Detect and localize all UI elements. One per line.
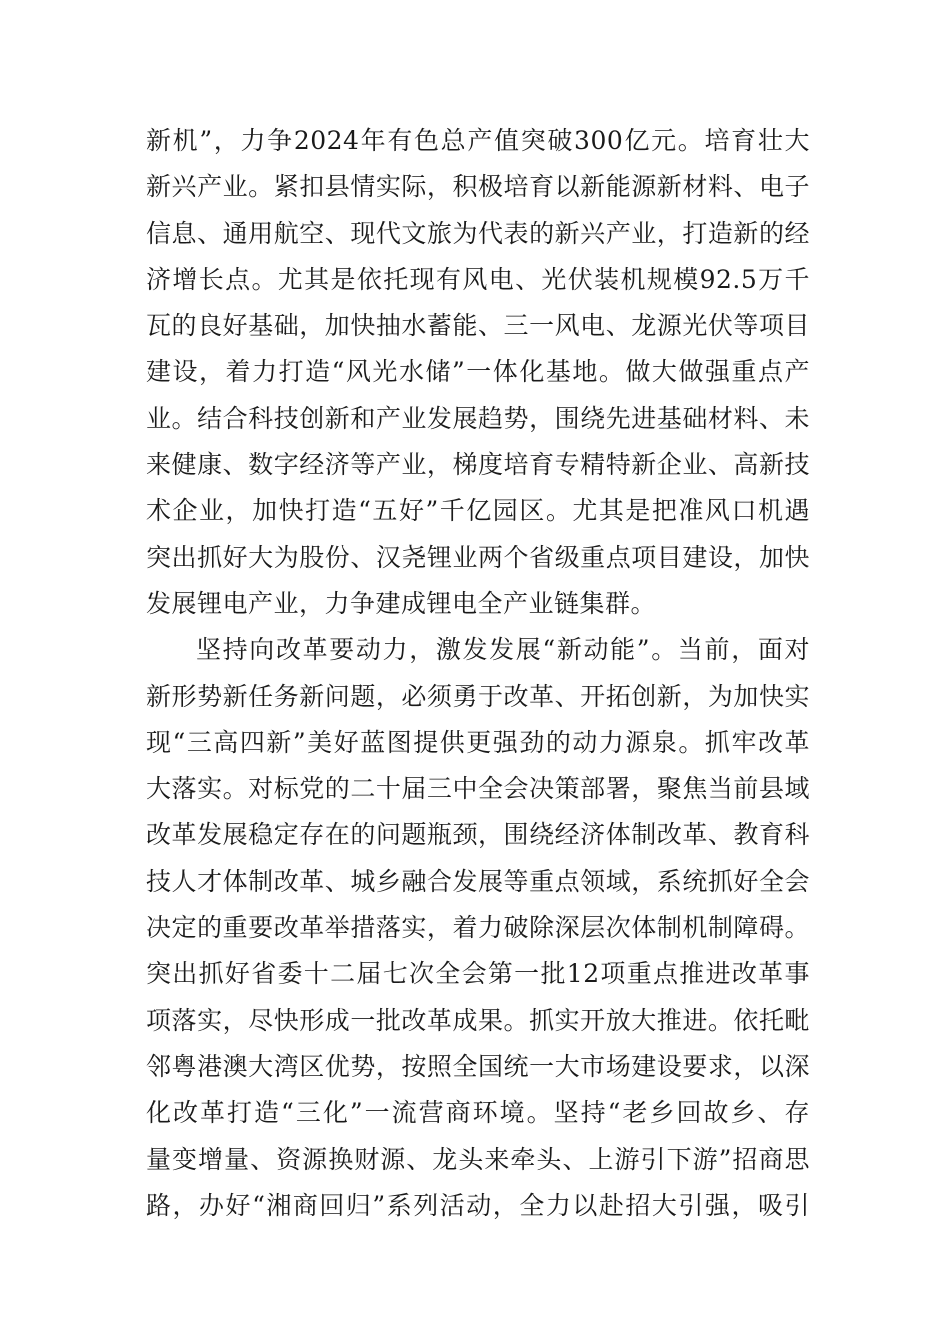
text-line: 建设，着力打造“风光水储”一体化基地。做大做强重点产 [146, 357, 810, 387]
text-line: 化改革打造“三化”一流营商环境。坚持“老乡回故乡、存 [146, 1098, 810, 1128]
text-line: 信息、通用航空、现代文旅为代表的新兴产业，打造新的经 [146, 218, 810, 248]
text-line: 邻粤港澳大湾区优势，按照全国统一大市场建设要求，以深 [146, 1051, 810, 1081]
body-text [146, 118, 810, 1229]
text-line: 发展锂电产业，力争建成锂电全产业链集群。 [146, 588, 657, 618]
paragraph-1 [146, 118, 810, 627]
text-line: 现“三高四新”美好蓝图提供更强劲的动力源泉。抓牢改革 [146, 727, 810, 757]
text-line: 路，办好“湘商回归”系列活动，全力以赴招大引强，吸引 [146, 1190, 810, 1220]
text-line: 术企业，加快打造“五好”千亿园区。尤其是把准风口机遇 [146, 496, 810, 526]
text-line: 来健康、数字经济等产业，梯度培育专精特新企业、高新技 [146, 450, 810, 480]
paragraph-2 [146, 627, 810, 1229]
text-line: 改革发展稳定存在的问题瓶颈，围绕经济体制改革、教育科 [146, 820, 810, 850]
text-line: 瓦的良好基础，加快抽水蓄能、三一风电、龙源光伏等项目 [146, 311, 810, 341]
text-line: 新兴产业。紧扣县情实际，积极培育以新能源新材料、电子 [146, 172, 810, 202]
text-line: 技人才体制改革、城乡融合发展等重点领域，系统抓好全会 [146, 866, 810, 896]
text-line: 大落实。对标党的二十届三中全会决策部署，聚焦当前县域 [146, 774, 810, 804]
text-line: 业。结合科技创新和产业发展趋势，围绕先进基础材料、未 [146, 403, 810, 433]
text-line-indented: 坚持向改革要动力，激发发展“新动能”。当前，面对 [196, 635, 810, 665]
text-line: 决定的重要改革举措落实，着力破除深层次体制机制障碍。 [146, 913, 810, 943]
text-line: 突出抓好大为股份、汉尧锂业两个省级重点项目建设，加快 [146, 542, 810, 572]
text-line: 突出抓好省委十二届七次全会第一批12项重点推进改革事 [146, 959, 810, 989]
text-line: 济增长点。尤其是依托现有风电、光伏装机规模92.5万千 [146, 264, 810, 294]
text-line: 项落实，尽快形成一批改革成果。抓实开放大推进。依托毗 [146, 1005, 810, 1035]
text-line: 新形势新任务新问题，必须勇于改革、开拓创新，为加快实 [146, 681, 810, 711]
text-line: 量变增量、资源换财源、龙头来牵头、上游引下游”招商思 [146, 1144, 810, 1174]
text-line: 新机”，力争2024年有色总产值突破300亿元。培育壮大 [146, 126, 810, 155]
